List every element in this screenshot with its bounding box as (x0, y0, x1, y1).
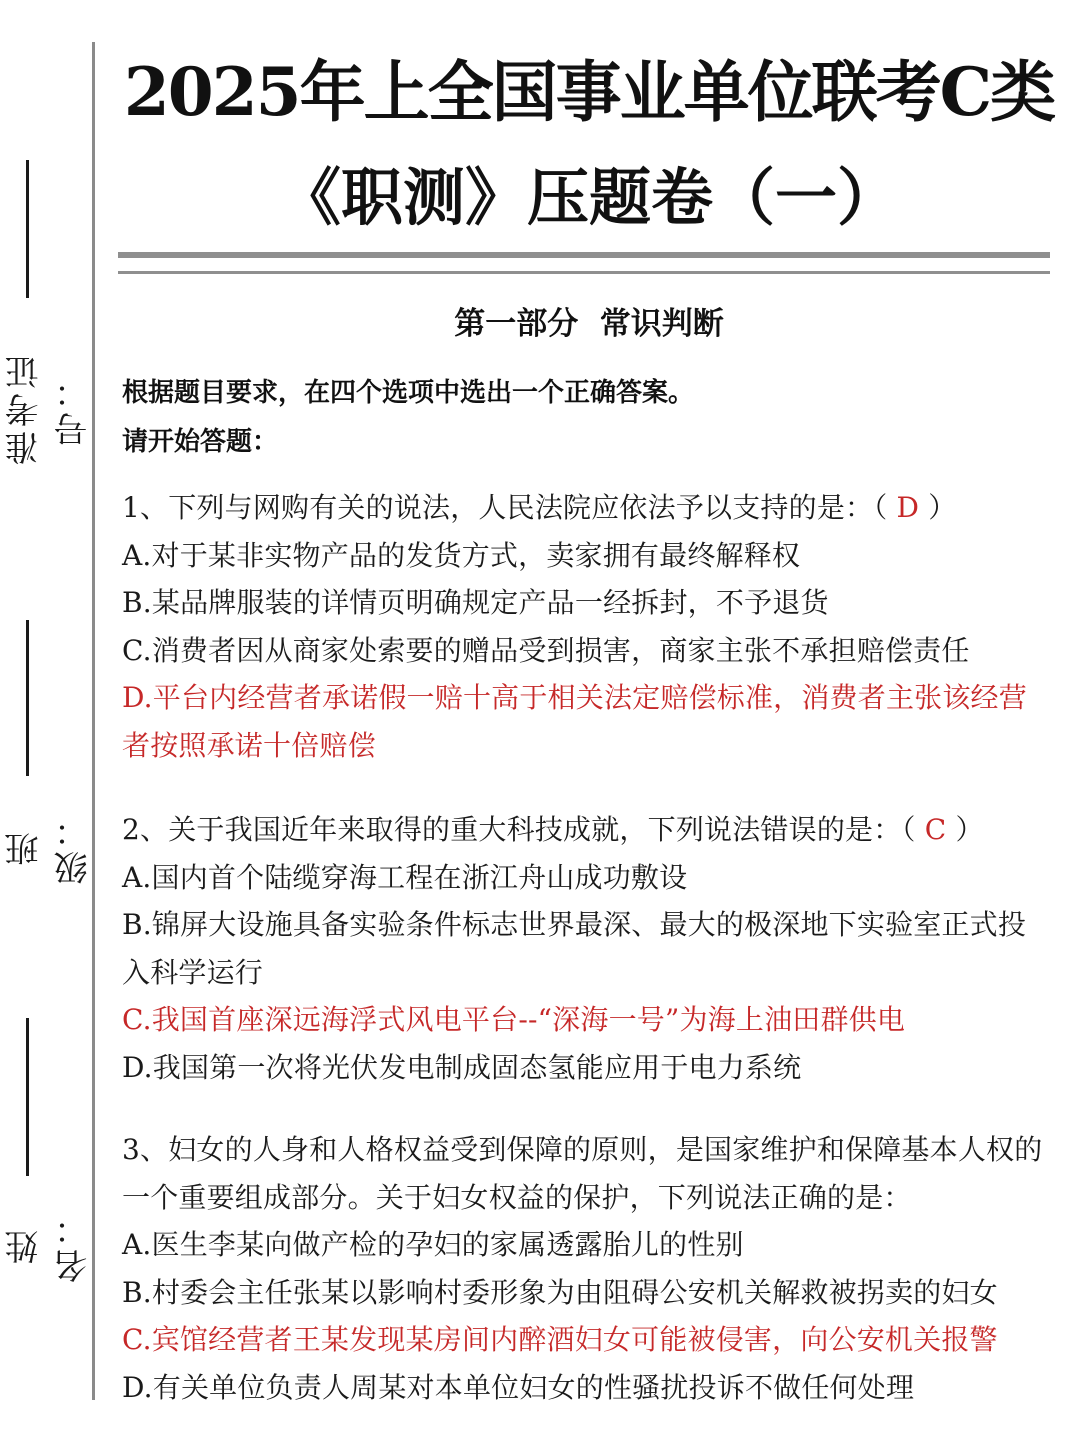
option-c: C.消费者因从商家处索要的赠品受到损害，商家主张不承担赔偿责任 (122, 633, 970, 667)
section-title: 第一部分 常识判断 (454, 306, 724, 342)
question-stem-text: 2、关于我国近年来取得的重大科技成就，下列说法错误的是： (122, 813, 902, 846)
option-d: D.有关单位负责人周某对本单位妇女的性骚扰投诉不做任何处理 (122, 1370, 915, 1404)
class-blank-line (26, 620, 29, 776)
option-c-correct: C.我国首座深远海浮式风电平台--“深海一号”为海上油田群供电 (122, 1003, 906, 1036)
start-prompt: 请开始答题： (122, 427, 279, 457)
option-b: B.某品牌服装的详情页明确规定产品一经拆封，不予退货 (122, 586, 829, 619)
question-stem (122, 806, 1052, 854)
question-3 (122, 1126, 1052, 1411)
answer-paren-open: （ (873, 491, 897, 524)
option-d-correct: D.平台内经营者承诺假一赔十高于相关法定赔偿标准，消费者主张该经营者按照承诺十倍赔偿 (122, 681, 1027, 762)
answer-paren-open: （ (901, 813, 925, 846)
question-stem (122, 484, 1052, 532)
page-title-line-2: 《职测》压题卷（一） (278, 161, 899, 234)
page-title-line-1: 2025年上全国事业单位联考C类 (123, 53, 1055, 131)
margin-divider-line (92, 42, 95, 1400)
option-a: A.对于某非实物产品的发货方式，卖家拥有最终解释权 (122, 538, 801, 572)
option-c-correct: C.宾馆经营者王某发现某房间内醉酒妇女可能被侵害，向公安机关报警 (122, 1323, 998, 1356)
option-a: A.医生李某向做产检的孕妇的家属透露胎儿的性别 (122, 1228, 744, 1261)
exam-id-blank-line (26, 160, 29, 298)
answer-letter: C (924, 813, 947, 846)
question-2 (122, 806, 1052, 1091)
answer-paren-close: ） (946, 813, 984, 846)
exam-id-label: 准考证号： (5, 351, 94, 465)
section-instruction: 根据题目要求，在四个选项中选出一个正确答案。 (122, 378, 695, 408)
name-blank-line (26, 1018, 29, 1176)
option-d: D.我国第一次将光伏发电制成固态氢能应用于电力系统 (122, 1050, 802, 1084)
header-rule-thin (118, 271, 1050, 274)
option-b: B.锦屏大设施具备实验条件标志世界最深、最大的极深地下实验室正式投入科学运行 (122, 908, 1027, 989)
answer-paren-close: ） (919, 491, 957, 524)
question-stem: 3、妇女的人身和人格权益受到保障的原则，是国家维护和保障基本人权的一个重要组成部分。关于妇女权益的保护，下列说法正确的是： (122, 1133, 1043, 1214)
answer-letter: D (896, 491, 920, 524)
class-label: 班级： (5, 809, 94, 885)
option-b: B.村委会主任张某以影响村委形象为由阻碍公安机关解救被拐卖的妇女 (122, 1275, 998, 1309)
question-1 (122, 484, 1052, 769)
option-a: A.国内首个陆缆穿海工程在浙江舟山成功敷设 (122, 860, 688, 894)
question-stem-text: 1、下列与网购有关的说法，人民法院应依法予以支持的是： (122, 491, 874, 524)
header-rule-thick (118, 252, 1050, 258)
name-label: 姓名： (5, 1207, 94, 1283)
